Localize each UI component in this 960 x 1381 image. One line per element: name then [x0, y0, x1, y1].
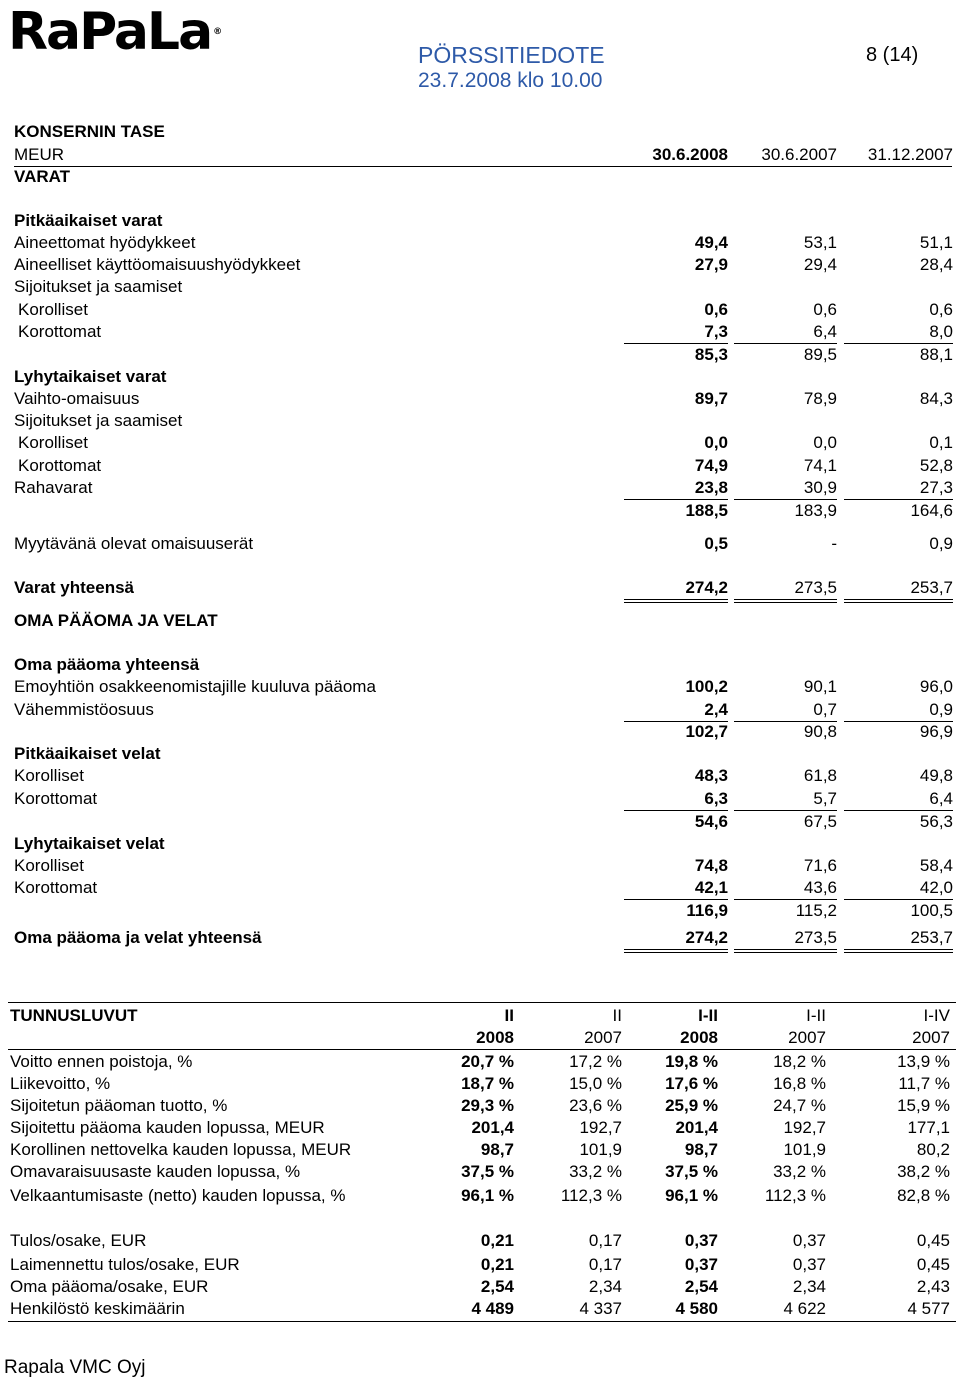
- bs-row: [14, 254, 952, 276]
- kpi-row: [10, 1230, 950, 1252]
- value-2007: -: [831, 534, 837, 553]
- value-2008: 0,6: [704, 300, 728, 319]
- kpi-value: 112,3 %: [560, 1186, 622, 1205]
- row-label: Vaihto-omaisuus: [14, 389, 140, 408]
- value-12-2007: 164,6: [910, 501, 953, 520]
- kpi-label: Oma pääoma/osake, EUR: [10, 1277, 209, 1296]
- row-label: Aineettomat hyödykkeet: [14, 233, 196, 252]
- bs-row: [14, 699, 952, 721]
- kpi-value: 19,8 %: [665, 1052, 718, 1071]
- balance-sheet-title: KONSERNIN TASE: [14, 122, 165, 141]
- value-2008: 2,4: [624, 699, 728, 722]
- kpi-row: [10, 1185, 950, 1207]
- row-label: Korolliset: [14, 766, 84, 785]
- row-label: Lyhytaikaiset varat: [14, 367, 167, 386]
- value-2007: 90,1: [803, 677, 837, 696]
- value-2007: 67,5: [803, 812, 837, 831]
- value-12-2007: 96,9: [919, 722, 953, 741]
- row-label: Oma pääoma yhteensä: [14, 655, 200, 674]
- kpi-value: 2,54: [480, 1277, 514, 1296]
- kpi-header-rule: [8, 1049, 956, 1050]
- bs-row-lyhytaikaiset-varat: [14, 366, 952, 388]
- bs-row: [14, 855, 952, 877]
- value-2007: 0,0: [813, 433, 837, 452]
- value-2008: 100,2: [685, 677, 728, 696]
- bs-row: [14, 765, 952, 787]
- bs-row: [14, 477, 952, 499]
- kpi-value: 4 622: [783, 1299, 826, 1318]
- kpi-label: Henkilöstö keskimäärin: [10, 1299, 185, 1318]
- kpi-row: [10, 1161, 950, 1183]
- value-2007: 0,6: [813, 300, 837, 319]
- period-4: I-II: [806, 1006, 826, 1025]
- value-2007: 43,6: [734, 877, 837, 900]
- value-2007: 30,9: [734, 477, 837, 500]
- period-5: I-IV: [923, 1006, 950, 1025]
- kpi-value: 15,0 %: [569, 1074, 622, 1093]
- value-12-2007: 28,4: [919, 255, 953, 274]
- row-label: Varat yhteensä: [14, 578, 135, 597]
- value-2008: 102,7: [685, 722, 728, 741]
- kpi-value: 98,7: [480, 1140, 514, 1159]
- kpi-value: 17,2 %: [569, 1052, 622, 1071]
- column-header-3: 31.12.2007: [867, 145, 953, 164]
- value-12-2007: 27,3: [844, 477, 953, 500]
- kpi-value: 17,6 %: [665, 1074, 718, 1093]
- value-2008: 42,1: [624, 877, 728, 900]
- value-12-2007: 42,0: [844, 877, 953, 900]
- kpi-value: 11,7 %: [898, 1074, 950, 1093]
- value-2008: 0,5: [704, 534, 728, 553]
- value-2008: 74,8: [694, 856, 728, 875]
- kpi-value: 4 489: [471, 1299, 514, 1318]
- kpi-row: [10, 1095, 950, 1117]
- bs-subtotal-row: [14, 721, 952, 743]
- value-2007: 273,5: [734, 577, 837, 603]
- value-12-2007: 0,1: [929, 433, 953, 452]
- value-12-2007: 49,8: [919, 766, 953, 785]
- value-12-2007: 88,1: [919, 345, 953, 364]
- row-label: Korottomat: [14, 878, 98, 897]
- kpi-value: 0,45: [916, 1255, 950, 1274]
- bs-total-row: [14, 927, 952, 949]
- value-12-2007: 253,7: [844, 927, 953, 953]
- row-label: Lyhytaikaiset velat: [14, 834, 165, 853]
- value-12-2007: 56,3: [919, 812, 953, 831]
- kpi-value: 0,17: [588, 1231, 622, 1250]
- value-2007: 71,6: [803, 856, 837, 875]
- value-12-2007: 6,4: [844, 788, 953, 811]
- kpi-value: 38,2 %: [897, 1162, 950, 1181]
- value-2007: 74,1: [803, 456, 837, 475]
- year-4: 2007: [788, 1028, 826, 1047]
- kpi-value: 0,21: [480, 1231, 514, 1250]
- value-2008: 48,3: [694, 766, 728, 785]
- kpi-value: 192,7: [579, 1118, 622, 1137]
- row-label: VARAT: [14, 167, 71, 186]
- value-12-2007: 0,6: [929, 300, 953, 319]
- kpi-row: [10, 1298, 950, 1320]
- kpi-value: 101,9: [579, 1140, 622, 1159]
- value-2008: 89,7: [694, 389, 728, 408]
- year-3: 2008: [680, 1028, 718, 1047]
- document-type-title: PÖRSSITIEDOTE: [418, 42, 605, 68]
- bs-row-pitkaaikaiset-varat: [14, 210, 952, 232]
- kpi-label: Liikevoitto, %: [10, 1074, 111, 1093]
- value-2008: 274,2: [624, 577, 728, 603]
- kpi-value: 18,2 %: [773, 1052, 826, 1071]
- bs-row: [14, 533, 952, 555]
- kpi-row: [10, 1276, 950, 1298]
- kpi-title: TUNNUSLUVUT: [10, 1006, 138, 1025]
- value-12-2007: 51,1: [919, 233, 953, 252]
- kpi-value: 0,37: [792, 1255, 826, 1274]
- value-2008: 54,6: [694, 812, 728, 831]
- kpi-period-header: [10, 1005, 950, 1027]
- period-3: I-II: [698, 1006, 718, 1025]
- bs-row: [14, 410, 952, 432]
- kpi-value: 2,54: [684, 1277, 718, 1296]
- kpi-label: Velkaantumisaste (netto) kauden lopussa, %: [10, 1186, 346, 1205]
- kpi-value: 96,1 %: [461, 1186, 514, 1205]
- row-label: Myytävänä olevat omaisuuserät: [14, 534, 254, 553]
- kpi-value: 201,4: [471, 1118, 514, 1137]
- period-2: II: [612, 1006, 622, 1025]
- value-12-2007: 84,3: [919, 389, 953, 408]
- kpi-value: 25,9 %: [665, 1096, 718, 1115]
- value-12-2007: 52,8: [919, 456, 953, 475]
- value-2007: 115,2: [795, 901, 837, 920]
- kpi-value: 82,8 %: [897, 1186, 950, 1205]
- kpi-row: [10, 1073, 950, 1095]
- value-12-2007: 0,9: [844, 699, 953, 722]
- kpi-value: 0,45: [916, 1231, 950, 1250]
- bs-row-equity-liabilities-heading: [14, 610, 952, 632]
- kpi-value: 201,4: [675, 1118, 718, 1137]
- release-date: 23.7.2008 klo 10.00: [418, 69, 603, 92]
- row-label: Korottomat: [18, 456, 102, 475]
- value-2007: 53,1: [803, 233, 837, 252]
- page-number: 8 (14): [866, 44, 919, 66]
- row-label: Vähemmistöosuus: [14, 700, 154, 719]
- kpi-row: [10, 1139, 950, 1161]
- kpi-value: 2,43: [916, 1277, 950, 1296]
- kpi-value: 112,3 %: [764, 1186, 826, 1205]
- column-header-1: 30.6.2008: [652, 145, 728, 164]
- bs-row: [14, 432, 952, 454]
- period-1: II: [504, 1006, 514, 1025]
- row-label: Aineelliset käyttöomaisuushyödykkeet: [14, 255, 301, 274]
- kpi-value: 4 580: [675, 1299, 718, 1318]
- bs-row-pitkaaikaiset-velat: [14, 743, 952, 765]
- bs-row: [14, 788, 952, 810]
- kpi-value: 4 337: [579, 1299, 622, 1318]
- kpi-value: 2,34: [792, 1277, 826, 1296]
- value-2008: 6,3: [624, 788, 728, 811]
- value-2008: 7,3: [624, 321, 728, 344]
- row-label: Korolliset: [18, 300, 88, 319]
- value-2007: 0,7: [734, 699, 837, 722]
- kpi-label: Korollinen nettovelka kauden lopussa, MEUR: [10, 1140, 352, 1159]
- kpi-value: 24,7 %: [773, 1096, 826, 1115]
- footer-company: Rapala VMC Oyj: [4, 1357, 146, 1378]
- kpi-top-rule: [8, 1002, 956, 1003]
- year-1: 2008: [476, 1028, 514, 1047]
- value-2007: 6,4: [734, 321, 837, 344]
- kpi-value: 13,9 %: [897, 1052, 950, 1071]
- kpi-label: Sijoitetun pääoman tuotto, %: [10, 1096, 228, 1115]
- value-2007: 273,5: [734, 927, 837, 953]
- kpi-value: 37,5 %: [665, 1162, 718, 1181]
- kpi-label: Tulos/osake, EUR: [10, 1231, 147, 1250]
- row-label: Oma pääoma ja velat yhteensä: [14, 928, 262, 947]
- value-2008: 23,8: [624, 477, 728, 500]
- bs-row: [14, 321, 952, 343]
- kpi-row: [10, 1117, 950, 1139]
- row-label: Sijoitukset ja saamiset: [14, 277, 183, 296]
- kpi-value: 33,2 %: [773, 1162, 826, 1181]
- kpi-value: 177,1: [907, 1118, 950, 1137]
- bs-row: [14, 276, 952, 298]
- value-2008: 49,4: [694, 233, 728, 252]
- year-5: 2007: [912, 1028, 950, 1047]
- value-12-2007: 8,0: [844, 321, 953, 344]
- row-label: Rahavarat: [14, 478, 93, 497]
- kpi-value: 192,7: [783, 1118, 826, 1137]
- kpi-value: 0,21: [480, 1255, 514, 1274]
- kpi-value: 80,2: [916, 1140, 950, 1159]
- kpi-value: 101,9: [783, 1140, 826, 1159]
- value-2008: 74,9: [694, 456, 728, 475]
- kpi-value: 29,3 %: [461, 1096, 514, 1115]
- kpi-value: 4 577: [907, 1299, 950, 1318]
- value-2008: 116,9: [686, 901, 728, 920]
- kpi-row: [10, 1254, 950, 1276]
- kpi-value: 18,7 %: [461, 1074, 514, 1093]
- kpi-label: Omavaraisuusaste kauden lopussa, %: [10, 1162, 301, 1181]
- kpi-value: 96,1 %: [665, 1186, 718, 1205]
- kpi-value: 37,5 %: [461, 1162, 514, 1181]
- value-12-2007: 58,4: [919, 856, 953, 875]
- value-2007: 5,7: [734, 788, 837, 811]
- kpi-value: 23,6 %: [569, 1096, 622, 1115]
- kpi-bottom-rule: [8, 1321, 956, 1322]
- value-2008: 188,5: [685, 501, 728, 520]
- value-12-2007: 96,0: [919, 677, 953, 696]
- kpi-value: 16,8 %: [773, 1074, 826, 1093]
- value-2007: 78,9: [803, 389, 837, 408]
- kpi-value: 0,17: [588, 1255, 622, 1274]
- unit-label: MEUR: [14, 145, 65, 164]
- value-2007: 90,8: [803, 722, 837, 741]
- bs-row: [14, 877, 952, 899]
- bs-row: [14, 299, 952, 321]
- kpi-label: Laimennettu tulos/osake, EUR: [10, 1255, 240, 1274]
- value-12-2007: 253,7: [844, 577, 953, 603]
- kpi-value: 15,9 %: [897, 1096, 950, 1115]
- bs-row: [14, 455, 952, 477]
- row-label: Korottomat: [14, 789, 98, 808]
- kpi-value: 33,2 %: [569, 1162, 622, 1181]
- row-label: Pitkäaikaiset velat: [14, 744, 161, 763]
- row-label: Korottomat: [18, 322, 102, 341]
- kpi-label: Voitto ennen poistoja, %: [10, 1052, 193, 1071]
- bs-row-oma-paaoma: [14, 654, 952, 676]
- bs-row: [14, 676, 952, 698]
- kpi-value: 98,7: [684, 1140, 718, 1159]
- row-label: Sijoitukset ja saamiset: [14, 411, 183, 430]
- bs-row-lyhytaikaiset-velat: [14, 833, 952, 855]
- balance-sheet-header: [14, 144, 952, 167]
- row-label: OMA PÄÄOMA JA VELAT: [14, 611, 218, 630]
- bs-row: [14, 232, 952, 254]
- year-2: 2007: [584, 1028, 622, 1047]
- column-header-2: 30.6.2007: [761, 145, 837, 164]
- bs-subtotal-row: [14, 344, 952, 366]
- kpi-label: Sijoitettu pääoma kauden lopussa, MEUR: [10, 1118, 325, 1137]
- kpi-value: 0,37: [684, 1255, 718, 1274]
- bs-subtotal-row: [14, 900, 952, 922]
- value-2007: 183,9: [794, 501, 837, 520]
- value-2008: 274,2: [624, 927, 728, 953]
- value-2007: 89,5: [803, 345, 837, 364]
- bs-subtotal-row: [14, 500, 952, 522]
- kpi-value: 2,34: [588, 1277, 622, 1296]
- value-12-2007: 100,5: [910, 901, 953, 920]
- value-2007: 61,8: [803, 766, 837, 785]
- row-label: Korolliset: [14, 856, 84, 875]
- value-12-2007: 0,9: [929, 534, 953, 553]
- bs-total-row: [14, 577, 952, 599]
- bs-row-varat: [14, 166, 952, 188]
- row-label: Korolliset: [18, 433, 88, 452]
- bs-subtotal-row: [14, 811, 952, 833]
- kpi-row: [10, 1051, 950, 1073]
- value-2008: 0,0: [704, 433, 728, 452]
- bs-row: [14, 388, 952, 410]
- rapala-logo: RaPaLa ®: [8, 2, 223, 62]
- value-2008: 27,9: [694, 255, 728, 274]
- kpi-value: 20,7 %: [461, 1052, 514, 1071]
- kpi-value: 0,37: [684, 1231, 718, 1250]
- row-label: Pitkäaikaiset varat: [14, 211, 163, 230]
- kpi-year-header: [10, 1027, 950, 1049]
- kpi-value: 0,37: [792, 1231, 826, 1250]
- value-2007: 29,4: [803, 255, 837, 274]
- row-label: Emoyhtiön osakkeenomistajille kuuluva pääoma: [14, 677, 376, 696]
- value-2008: 85,3: [694, 345, 728, 364]
